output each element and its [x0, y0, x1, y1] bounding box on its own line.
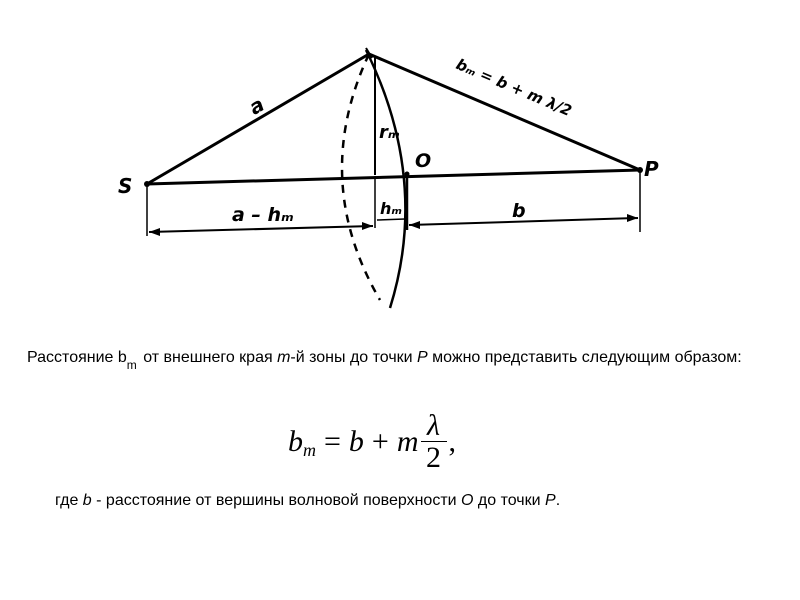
- p1-P: P: [417, 349, 428, 366]
- dim-line-hm: [377, 219, 405, 220]
- p2-O: O: [461, 492, 474, 509]
- label-bm-equation: bₘ = b + m λ/2: [453, 55, 575, 121]
- formula: [288, 410, 456, 474]
- line-S-to-apex: [147, 54, 369, 184]
- formula-numerator: λ: [427, 408, 441, 442]
- formula-plus: +: [371, 425, 389, 458]
- paragraph-2: [55, 490, 775, 512]
- p1-m: m: [277, 349, 291, 366]
- formula-b: b: [348, 425, 364, 458]
- p2-before: где: [55, 492, 83, 509]
- arrowhead-mid-left: [362, 222, 373, 230]
- point-O: [405, 172, 410, 177]
- p1-sub: m: [126, 358, 137, 372]
- arrowhead-mid-right: [409, 221, 420, 229]
- p2-mid2: до точки: [473, 492, 546, 509]
- p2-mid: - расстояние от вершины волновой поверхности: [91, 492, 462, 509]
- line-apex-to-P: [369, 54, 640, 170]
- formula-fraction: [421, 408, 447, 474]
- label-b: b: [512, 200, 526, 222]
- point-P: [637, 167, 643, 173]
- label-P: P: [644, 157, 659, 181]
- formula-lhs-sub: m: [303, 439, 316, 460]
- label-h-m: hₘ: [380, 199, 403, 218]
- dim-line-a-minus-hm: [149, 226, 373, 232]
- formula-m: m: [396, 425, 419, 458]
- p2-b: b: [82, 492, 92, 509]
- formula-lhs: b: [288, 425, 303, 458]
- paragraph-1: [27, 346, 767, 370]
- p1-before: Расстояние b: [27, 349, 127, 366]
- label-a-minus-hm: a – hₘ: [232, 204, 294, 226]
- p1-after: можно представить следующим образом:: [427, 349, 742, 366]
- formula-comma: ,: [448, 425, 457, 458]
- point-S: [144, 181, 150, 187]
- label-S: S: [118, 174, 133, 198]
- formula-eq: =: [324, 425, 341, 458]
- axis-S-to-P: [147, 170, 640, 184]
- arrowhead-left: [149, 228, 160, 236]
- p1-mid1: от внешнего края: [138, 349, 278, 366]
- label-a: a: [244, 91, 269, 120]
- arrowhead-right: [627, 214, 638, 222]
- label-r-m: rₘ: [379, 122, 400, 143]
- formula-denominator: 2: [426, 440, 442, 474]
- p2-end: .: [555, 492, 561, 509]
- p2-P: P: [545, 492, 556, 509]
- label-O: O: [415, 150, 432, 172]
- p1-mid2: -й зоны до точки: [290, 349, 418, 366]
